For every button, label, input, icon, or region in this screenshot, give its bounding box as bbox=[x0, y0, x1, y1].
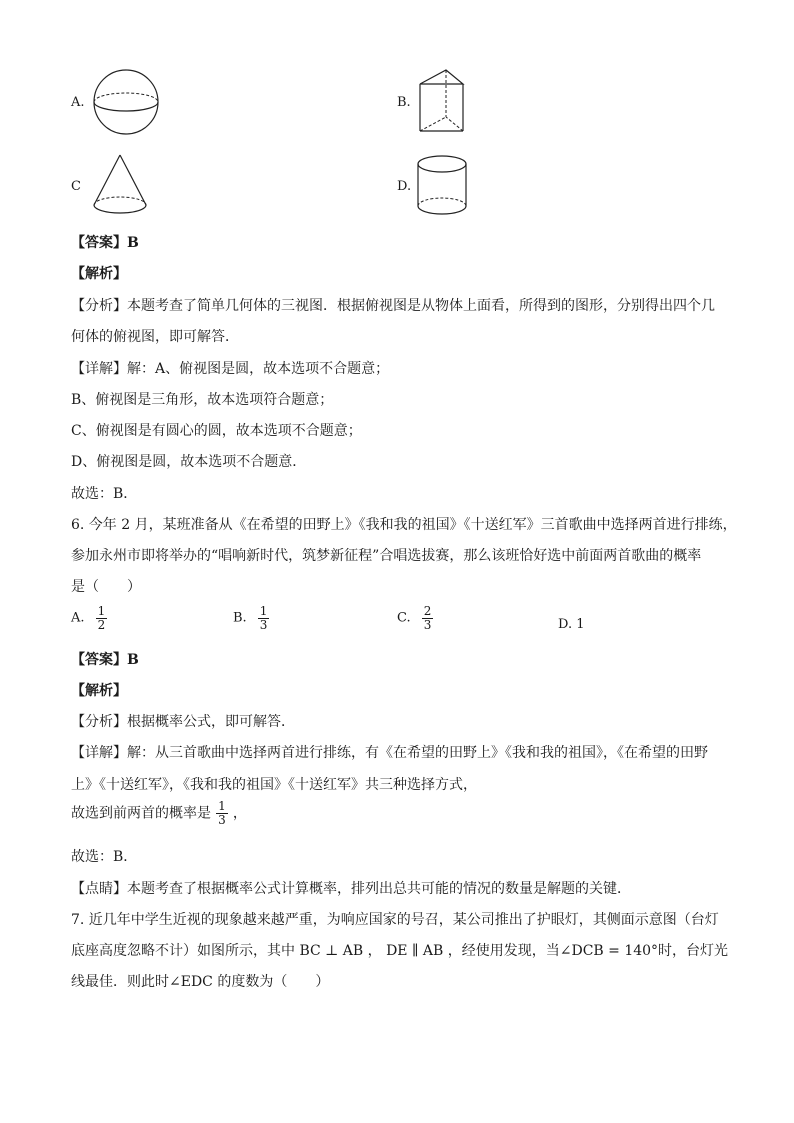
q6-choose: 故选：B． bbox=[71, 849, 138, 865]
q6-option-a-label: A. bbox=[71, 610, 85, 626]
q6-fenxi: 【分析】根据概率公式，即可解答． bbox=[71, 714, 295, 730]
q6-stem-line2: 参加永州市即将举办的“唱响新时代，筑梦新征程”合唱选拔赛，那么该班恰好选中前面两首歌曲的概率 bbox=[71, 548, 702, 564]
q6-probability-text: 故选到前两首的概率是 bbox=[71, 805, 211, 822]
q5-detail-line4: D、俯视图是圆，故本选项不合题意． bbox=[71, 454, 307, 470]
triangular-prism-figure bbox=[417, 68, 467, 134]
q6-answer: 【答案】B bbox=[71, 652, 139, 668]
q7-stem-line2: 底座高度忽略不计）如图所示，其中 BC ⊥ AB ， DE ∥ AB ，经使用发现，当∠DCB = 140°时，台灯光 bbox=[71, 943, 729, 959]
q6-detail-line2: 上》《十送红军》，《我和我的祖国》《十送红军》共三种选择方式， bbox=[71, 777, 477, 793]
q5-detail-line3: C、俯视图是有圆心的圆，故本选项不合题意； bbox=[71, 423, 362, 439]
cone-figure bbox=[92, 153, 150, 217]
option-c-label: C bbox=[71, 179, 81, 194]
fraction-denominator: 3 bbox=[218, 813, 226, 827]
q6-probability-tail: ， bbox=[232, 805, 247, 822]
q6-option-d bbox=[558, 613, 585, 634]
q6-option-b-label: B. bbox=[233, 610, 247, 626]
q6-option-a bbox=[71, 605, 107, 632]
q6-probability-fraction bbox=[216, 800, 228, 827]
option-b-label: B. bbox=[397, 95, 411, 110]
q6-probability-line bbox=[71, 800, 247, 827]
q6-detail-line1: 【详解】解：从三首歌曲中选择两首进行排练，有《在希望的田野上》《我和我的祖国》，《在希望的田野 bbox=[71, 745, 708, 761]
q6-option-b-fraction bbox=[258, 605, 270, 632]
cylinder-figure bbox=[417, 155, 469, 217]
fraction-denominator: 3 bbox=[259, 618, 268, 632]
fraction-numerator: 1 bbox=[259, 604, 268, 618]
q6-stem-line3: 是（ ） bbox=[71, 579, 141, 595]
option-a-label: A. bbox=[71, 95, 85, 110]
option-d-label: D. bbox=[397, 179, 412, 194]
q6-analysis-heading: 【解析】 bbox=[71, 683, 127, 699]
q6-dianjing: 【点睛】本题考查了根据概率公式计算概率，排列出总共可能的情况的数量是解题的关键． bbox=[71, 881, 631, 897]
q6-option-c-fraction bbox=[422, 605, 434, 632]
q6-option-c bbox=[397, 605, 433, 632]
q7-stem-line1: 7. 近几年中学生近视的现象越来越严重，为响应国家的号召，某公司推出了护眼灯，其侧面示意图（台灯 bbox=[71, 912, 719, 928]
q5-fenxi-line1: 【分析】本题考查了简单几何体的三视图．根据俯视图是从物体上面看，所得到的图形，分别得出四个几 bbox=[71, 298, 715, 314]
fraction-numerator: 1 bbox=[97, 604, 106, 618]
q5-detail-line2: B、俯视图是三角形，故本选项符合题意； bbox=[71, 392, 334, 408]
fraction-denominator: 2 bbox=[97, 618, 106, 632]
q5-detail-line1: 【详解】解：A、俯视图是圆，故本选项不合题意； bbox=[71, 361, 390, 377]
q6-stem-line1: 6. 今年 2 月，某班准备从《在希望的田野上》《我和我的祖国》《十送红军》三首歌曲中选择两首进行排练， bbox=[71, 517, 737, 533]
q6-option-c-label: C. bbox=[397, 610, 411, 626]
q5-choose: 故选：B． bbox=[71, 486, 138, 502]
sphere-figure bbox=[92, 69, 162, 135]
q7-stem-line3: 线最佳．则此时∠EDC 的度数为（ ） bbox=[71, 974, 330, 990]
q5-fenxi-line2: 何体的俯视图，即可解答． bbox=[71, 329, 239, 345]
q5-analysis-heading: 【解析】 bbox=[71, 266, 127, 282]
q6-option-d-label: D. 1 bbox=[558, 617, 585, 632]
q5-answer: 【答案】B bbox=[71, 235, 139, 251]
fraction-numerator: 1 bbox=[218, 799, 226, 813]
fraction-numerator: 2 bbox=[423, 604, 432, 618]
q6-option-b bbox=[233, 605, 269, 632]
q6-option-a-fraction bbox=[96, 605, 108, 632]
fraction-denominator: 3 bbox=[423, 618, 432, 632]
